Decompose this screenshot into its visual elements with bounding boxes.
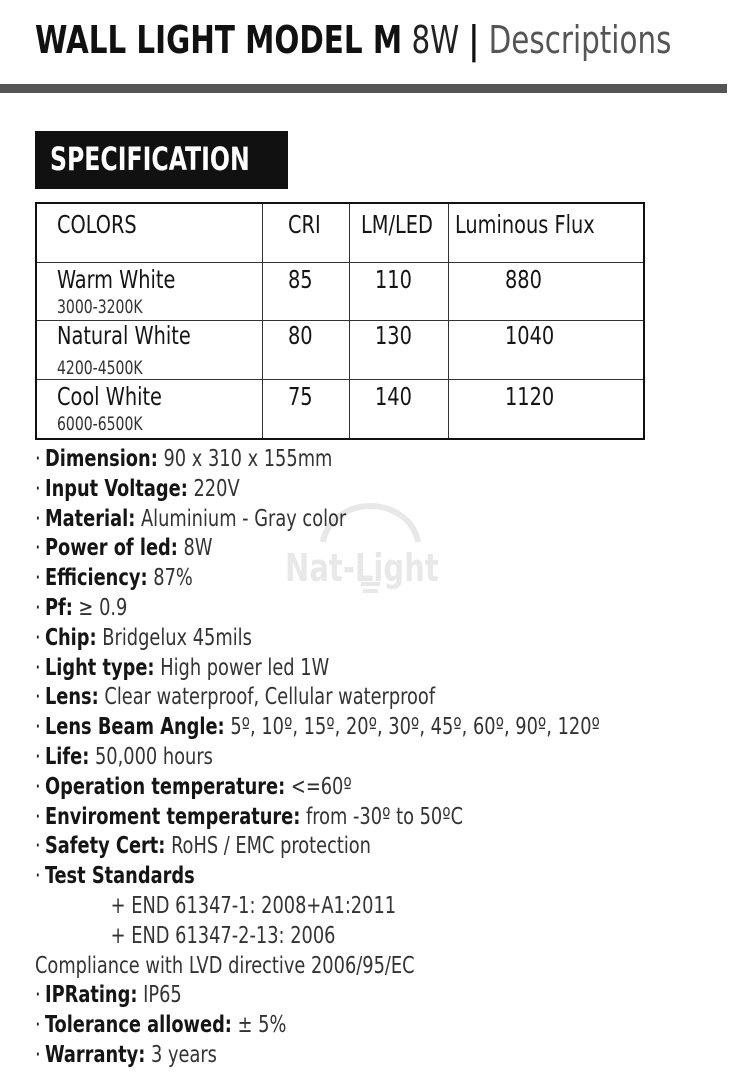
spec-label: Lens: <box>44 684 99 711</box>
bullet: · <box>35 1012 41 1039</box>
bullet: · <box>35 684 41 711</box>
spec-label: Input Voltage: <box>44 475 188 502</box>
list-item <box>35 862 628 892</box>
bullet: · <box>35 773 41 800</box>
table-cell <box>262 321 349 380</box>
list-item <box>35 832 628 862</box>
lm-led-value: 140 <box>374 382 412 411</box>
table-cell <box>262 380 349 440</box>
list-item <box>35 803 628 833</box>
spec-label: Chip: <box>44 624 97 651</box>
flux-value: 1120 <box>504 382 554 411</box>
table-row <box>36 321 644 380</box>
test-standard-item <box>35 922 628 952</box>
list-item <box>35 981 628 1011</box>
list-item <box>35 773 628 803</box>
color-cell <box>36 263 262 321</box>
spec-value: Aluminium - Gray color <box>141 505 347 532</box>
watermark-text: Nat-Light <box>285 546 439 590</box>
test-standard-item <box>35 892 628 922</box>
spec-label: Life: <box>44 743 90 770</box>
bullet: · <box>35 714 41 741</box>
title-model: WALL LIGHT MODEL M <box>35 18 403 62</box>
bullet: · <box>35 654 41 681</box>
spec-value: 50,000 hours <box>94 743 213 770</box>
spec-label: Power of led: <box>44 535 178 562</box>
list-item <box>35 654 628 684</box>
header-cri: CRI <box>287 210 321 239</box>
table-header-row <box>36 203 644 263</box>
list-item <box>35 683 628 713</box>
spec-label: Efficiency: <box>44 565 148 592</box>
header-divider <box>0 84 727 93</box>
spec-value: from -30º to 50ºC <box>306 803 464 830</box>
list-item <box>35 713 628 743</box>
title-subtitle: Descriptions <box>488 18 672 62</box>
lm-led-value: 110 <box>374 265 412 294</box>
spec-label: Material: <box>44 505 136 532</box>
spec-label: Lens Beam Angle: <box>44 714 225 741</box>
compliance-note <box>35 952 628 982</box>
title-wattage: 8W <box>411 18 460 62</box>
spec-label: Enviroment temperature: <box>44 803 301 830</box>
table-cell <box>448 380 644 440</box>
color-temperature: 3000-3200K <box>57 296 143 318</box>
table-row <box>36 263 644 321</box>
spec-list <box>35 445 725 1071</box>
bullet: · <box>35 624 41 651</box>
bullet: · <box>35 982 41 1009</box>
spec-label: Pf: <box>44 594 73 621</box>
color-name: Natural White <box>57 321 191 350</box>
spec-value: ± 5% <box>237 1012 287 1039</box>
bullet: · <box>35 803 41 830</box>
lm-led-value: 130 <box>374 321 412 350</box>
table-cell <box>448 263 644 321</box>
flux-value: 880 <box>504 265 542 294</box>
spec-value: IP65 <box>143 982 182 1009</box>
header-colors: COLORS <box>57 210 137 239</box>
color-temperature: 4200-4500K <box>57 357 143 379</box>
spec-label: Test Standards <box>44 863 195 890</box>
spec-label: Light type: <box>44 654 155 681</box>
table-cell <box>349 263 448 321</box>
bullet: · <box>35 535 41 562</box>
spec-label: Tolerance allowed: <box>44 1012 232 1039</box>
bullet: · <box>35 863 41 890</box>
spec-value: 87% <box>153 565 193 592</box>
table-cell <box>448 321 644 380</box>
cri-value: 75 <box>287 382 313 411</box>
list-item <box>35 624 628 654</box>
spec-value: 90 x 310 x 155mm <box>163 446 333 472</box>
color-cell <box>36 321 262 380</box>
bullet: · <box>35 505 41 532</box>
list-item <box>35 475 628 505</box>
spec-label: Operation temperature: <box>44 773 286 800</box>
header-lm-led: LM/LED <box>360 210 433 239</box>
spec-value: 3 years <box>151 1041 217 1068</box>
test-standard-text: + END 61347-1: 2008+A1:2011 <box>110 892 397 919</box>
cri-value: 85 <box>287 265 313 294</box>
bullet: · <box>35 565 41 592</box>
page-title <box>35 14 671 66</box>
spec-value: 8W <box>183 535 213 562</box>
spec-value: 220V <box>193 475 240 502</box>
bullet: · <box>35 446 41 472</box>
spec-value: Clear waterproof, Cellular waterproof <box>104 684 436 711</box>
header-cell <box>448 203 644 263</box>
list-item <box>35 1041 628 1071</box>
table-cell <box>262 263 349 321</box>
table-cell <box>349 321 448 380</box>
spec-value: <=60º <box>290 773 352 800</box>
color-temperature: 6000-6500K <box>57 413 143 435</box>
bullet: · <box>35 475 41 502</box>
list-item <box>35 594 628 624</box>
table-row <box>36 380 644 440</box>
spec-value: ≥ 0.9 <box>78 594 128 621</box>
specification-label: SPECIFICATION <box>50 140 250 178</box>
list-item <box>35 445 628 475</box>
spec-value: High power led 1W <box>160 654 330 681</box>
bullet: · <box>35 594 41 621</box>
cri-value: 80 <box>287 321 313 350</box>
header-cell <box>262 203 349 263</box>
bullet: · <box>35 833 41 860</box>
table-cell <box>349 380 448 440</box>
spec-label: IPRating: <box>44 982 138 1009</box>
bullet: · <box>35 743 41 770</box>
title-separator: | <box>468 18 480 62</box>
header-cell <box>36 203 262 263</box>
list-item <box>35 534 628 564</box>
header-luminous-flux: Luminous Flux <box>454 210 595 239</box>
spec-label: Safety Cert: <box>44 833 166 860</box>
test-standard-text: + END 61347-2-13: 2006 <box>110 922 336 949</box>
color-name: Cool White <box>57 382 162 411</box>
specification-banner <box>35 131 288 189</box>
list-item <box>35 743 628 773</box>
flux-value: 1040 <box>504 321 554 350</box>
list-item <box>35 1011 628 1041</box>
spec-value: RoHS / EMC protection <box>171 833 371 860</box>
color-cell <box>36 380 262 440</box>
compliance-text: Compliance with LVD directive 2006/95/EC <box>35 952 415 979</box>
spec-value: Bridgelux 45mils <box>102 624 252 651</box>
color-name: Warm White <box>57 265 176 294</box>
header-cell <box>349 203 448 263</box>
bullet: · <box>35 1041 41 1068</box>
list-item <box>35 564 628 594</box>
spec-table <box>35 202 645 440</box>
spec-value: 5º, 10º, 15º, 20º, 30º, 45º, 60º, 90º, 120º <box>230 714 600 741</box>
spec-label: Dimension: <box>44 446 158 472</box>
list-item <box>35 505 628 535</box>
spec-label: Warranty: <box>44 1041 146 1068</box>
